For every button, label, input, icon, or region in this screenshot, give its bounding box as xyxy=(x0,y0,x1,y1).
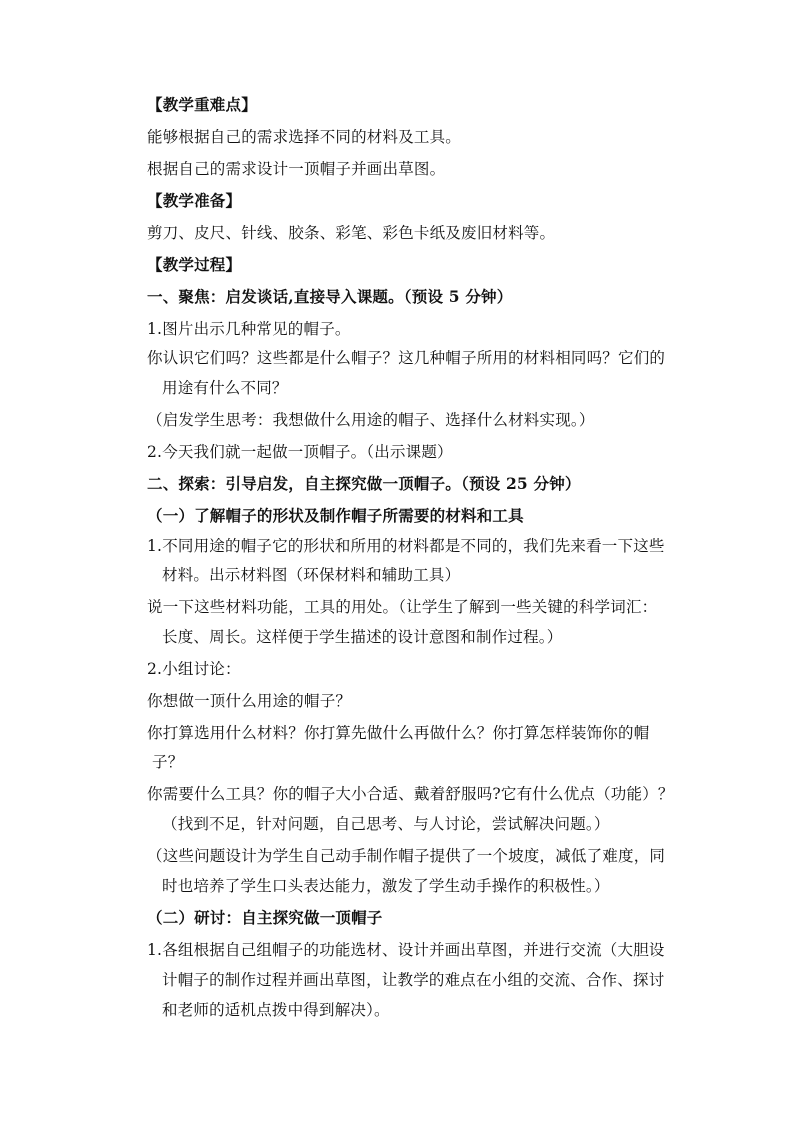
section-heading-1: 一、聚焦：启发谈话,直接导入课题。（预设 5 分钟） xyxy=(147,287,513,306)
paragraph: 能够根据自己的需求选择不同的材料及工具。 xyxy=(147,128,462,146)
paragraph: 1.各组根据自己组帽子的功能选材、设计并画出草图，并进行交流（大胆设 xyxy=(147,941,665,959)
paragraph: 1.图片出示几种常见的帽子。 xyxy=(147,320,351,338)
paragraph-continuation: 计帽子的制作过程并画出草图，让教学的难点在小组的交流、合作、探讨 xyxy=(162,971,665,989)
paragraph-continuation: 材料。出示材料图（环保材料和辅助工具） xyxy=(162,566,461,584)
paragraph: （这些问题设计为学生自己动手制作帽子提供了一个坡度，减低了难度，同 xyxy=(147,847,666,865)
paragraph: 2.小组讨论： xyxy=(147,660,241,678)
paragraph: 你需要什么工具？你的帽子大小合适、戴着舒服吗?它有什么优点（功能）？ xyxy=(147,785,674,803)
paragraph-continuation: 和老师的适机点拨中得到解决）。 xyxy=(162,1001,390,1019)
paragraph-continuation: 长度、周长。这样便于学生描述的设计意图和制作过程。） xyxy=(162,628,563,646)
subsection-heading-2: （二）研讨：自主探究做一顶帽子 xyxy=(147,908,383,927)
heading-preparation: 【教学准备】 xyxy=(147,191,242,210)
paragraph: 说一下这些材料功能，工具的用处。（让学生了解到一些关键的科学词汇： xyxy=(147,598,658,616)
paragraph: 剪刀、皮尺、针线、胶条、彩笔、彩色卡纸及废旧材料等。 xyxy=(147,224,556,242)
paragraph: 根据自己的需求设计一顶帽子并画出草图。 xyxy=(147,160,446,178)
paragraph-continuation: 时也培养了学生口头表达能力，激发了学生动手操作的积极性。） xyxy=(162,877,610,895)
paragraph: 你认识它们吗？这些都是什么帽子？这几种帽子所用的材料相同吗？它们的 xyxy=(147,349,666,367)
section-heading-2: 二、探索：引导启发，自主探究做一顶帽子。（预设 25 分钟） xyxy=(147,474,581,493)
heading-key-difficulties: 【教学重难点】 xyxy=(147,95,257,114)
paragraph: （启发学生思考：我想做什么用途的帽子、选择什么材料实现。） xyxy=(147,411,595,429)
paragraph: 1.不同用途的帽子它的形状和所用的材料都是不同的，我们先来看一下这些 xyxy=(147,537,665,555)
heading-process: 【教学过程】 xyxy=(147,255,242,274)
paragraph-continuation: 子？ xyxy=(152,753,184,771)
paragraph: 2.今天我们就一起做一顶帽子。（出示课题） xyxy=(147,443,453,461)
paragraph: 你打算选用什么材料？你打算先做什么再做什么？你打算怎样装饰你的帽 xyxy=(147,724,650,742)
paragraph: 你想做一顶什么用途的帽子？ xyxy=(147,692,352,710)
paragraph-continuation: （找到不足，针对问题，自己思考、与人讨论，尝试解决问题。） xyxy=(162,815,610,833)
subsection-heading-1: （一）了解帽子的形状及制作帽子所需要的材料和工具 xyxy=(147,506,524,525)
paragraph-continuation: 用途有什么不同？ xyxy=(162,379,288,397)
